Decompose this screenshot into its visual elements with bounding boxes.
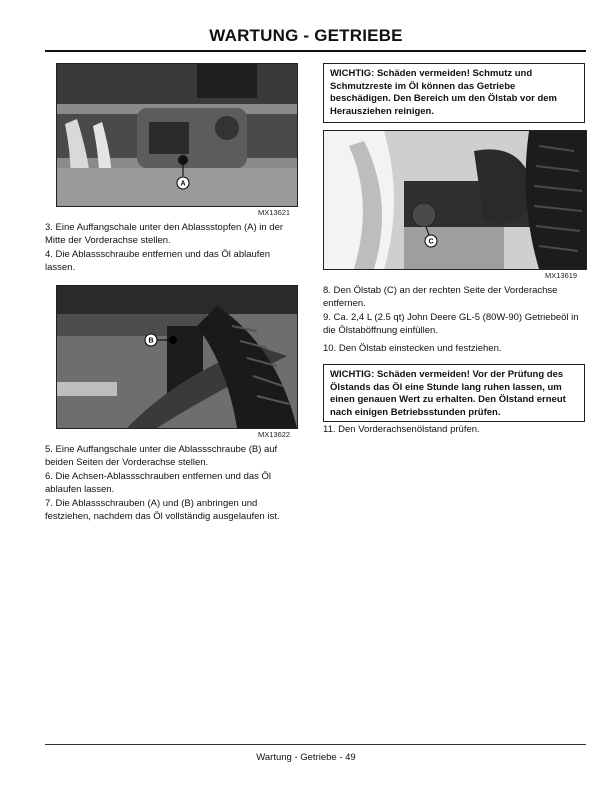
step-8: 8. Den Ölstab (C) an der rechten Seite der Vorderachse entfernen.: [323, 285, 558, 309]
callout-c: C: [428, 238, 434, 246]
footer-divider: [45, 744, 586, 745]
step-10: 10. Den Ölstab einstecken und festziehen.: [323, 343, 502, 354]
step-9: 9. Ca. 2,4 L (2.5 qt) John Deere GL-5 (80W-90) Getriebeöl in die Ölstaböffnung einfüllen.: [323, 312, 579, 336]
step-6: 6. Die Achsen-Ablassschrauben entfernen und das Öl ablaufen lassen.: [45, 471, 272, 495]
callout-b: B: [148, 337, 154, 345]
warning-box-dirt: WICHTIG: Schäden vermeiden! Schmutz und Schmutzreste im Öl können das Getriebe beschädigen. Den Bereich um den Ölstab vor dem Herausziehen reinigen.: [323, 63, 585, 123]
callout-a: A: [180, 180, 186, 188]
step-5: 5. Eine Auffangschale unter die Ablassschraube (B) auf beiden Seiten der Vorderachse stellen.: [45, 444, 278, 468]
page-title: WARTUNG - GETRIEBE: [209, 26, 403, 45]
photo-drain-screw-b: [56, 285, 298, 429]
figure-id: MX13622: [258, 430, 291, 439]
step-7: 7. Die Ablassschrauben (A) und (B) anbringen und festziehen, nachdem das Öl vollständig ausgelaufen ist.: [45, 498, 280, 522]
figure-id: MX13619: [545, 271, 578, 280]
step-4: 4. Die Ablassschraube entfernen und das Öl ablaufen lassen.: [45, 249, 270, 273]
title-divider: [45, 50, 586, 52]
warning-box-oil-level: WICHTIG: Schäden vermeiden! Vor der Prüfung des Ölstands das Öl eine Stunde lang ruhen lassen, um einen genauen Wert zu erhalten. Den Ölstand erneut nach einigen Betriebsstunden prüfen.: [323, 364, 585, 422]
photo-drain-plug-a: [56, 63, 298, 207]
figure-id: MX13621: [258, 208, 291, 217]
page-footer: Wartung - Getriebe - 49: [256, 752, 356, 763]
photo-dipstick-c: [323, 130, 587, 270]
step-3: 3. Eine Auffangschale unter den Ablassstopfen (A) in der Mitte der Vorderachse stellen.: [45, 222, 284, 246]
step-11: 11. Den Vorderachsenölstand prüfen.: [323, 424, 480, 435]
